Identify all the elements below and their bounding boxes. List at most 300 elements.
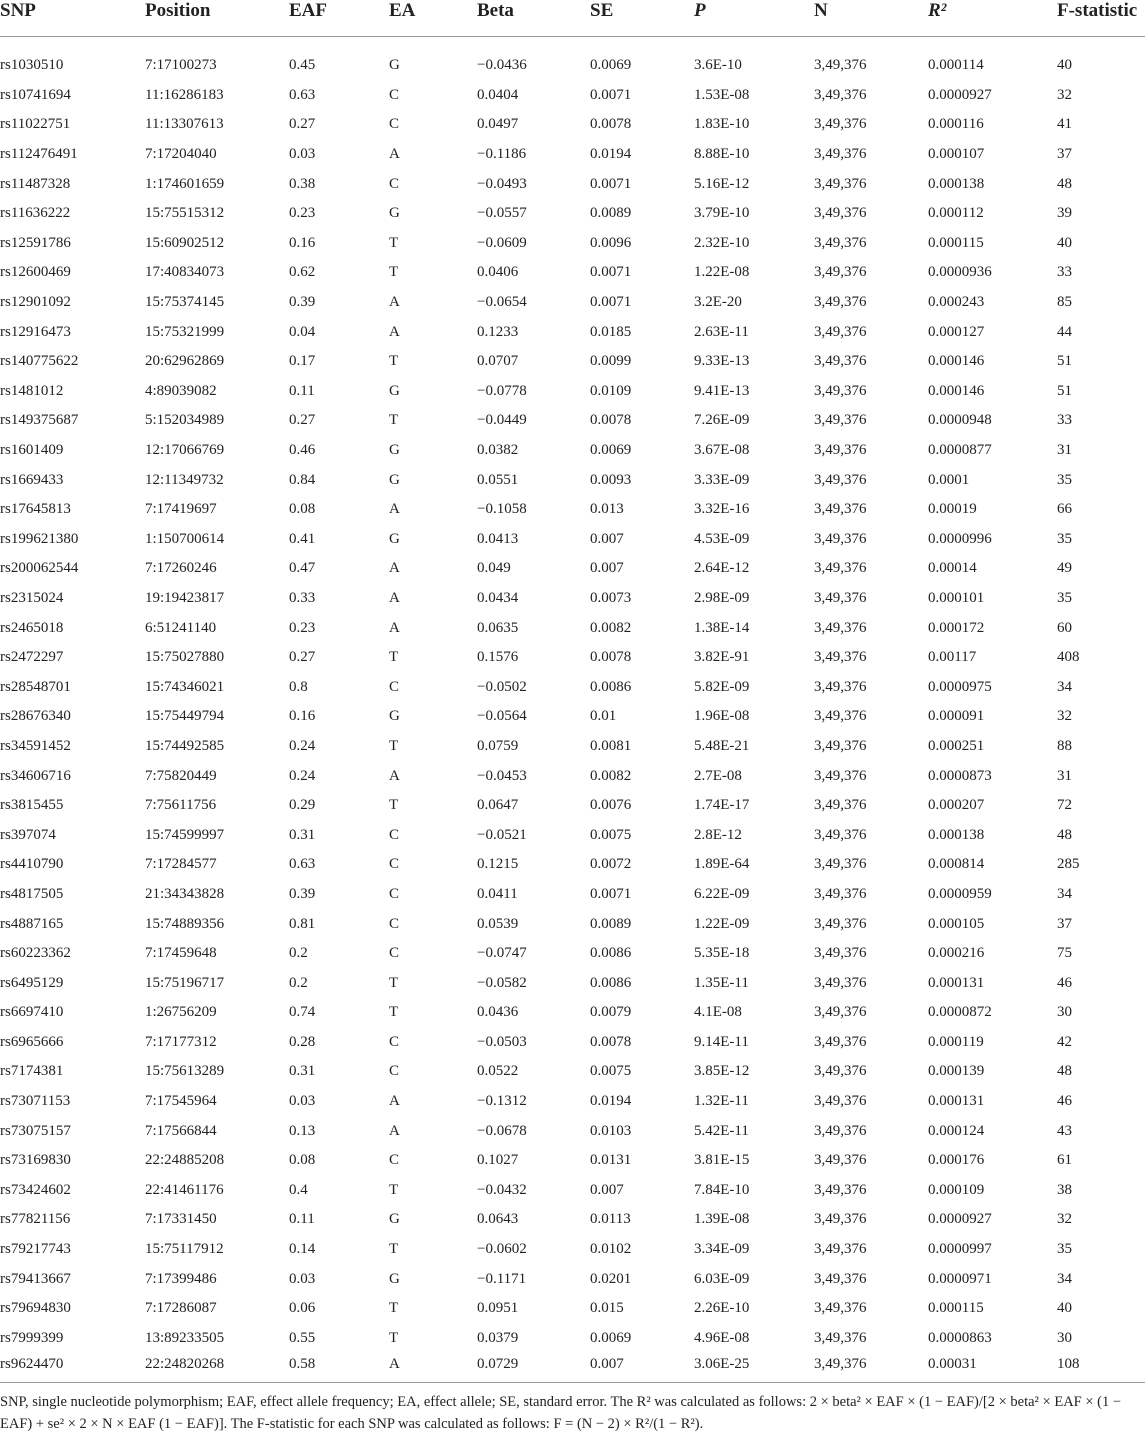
- cell-f-statistic: 48: [1057, 826, 1072, 843]
- cell-f-statistic: 51: [1057, 353, 1072, 370]
- cell-f-statistic: 285: [1057, 856, 1080, 873]
- table-row: [0, 791, 1145, 821]
- cell-beta: −0.0654: [477, 294, 527, 311]
- cell-beta: −0.0582: [477, 974, 527, 991]
- cell-snp: rs7999399: [0, 1329, 64, 1346]
- cell-n: 3,49,376: [814, 1093, 867, 1110]
- cell-snp: rs4817505: [0, 885, 64, 902]
- cell-se: 0.0194: [590, 146, 632, 163]
- cell-r-squared: 0.000243: [928, 294, 985, 311]
- cell-beta: 0.1233: [477, 323, 519, 340]
- cell-n: 3,49,376: [814, 412, 867, 429]
- cell-ea: T: [389, 412, 399, 429]
- cell-se: 0.0093: [590, 471, 632, 488]
- cell-position: 7:17331450: [145, 1211, 217, 1228]
- cell-beta: −0.0564: [477, 708, 527, 725]
- cell-se: 0.0113: [590, 1211, 631, 1228]
- cell-f-statistic: 37: [1057, 915, 1072, 932]
- column-header-ea: EA: [389, 0, 416, 21]
- cell-r-squared: 0.000127: [928, 323, 985, 340]
- table-row: [0, 317, 1145, 347]
- cell-n: 3,49,376: [814, 442, 867, 459]
- table-row: [0, 672, 1145, 702]
- cell-n: 3,49,376: [814, 885, 867, 902]
- cell-r-squared: 0.00031: [928, 1356, 977, 1373]
- cell-position: 15:75374145: [145, 294, 225, 311]
- cell-snp: rs79217743: [0, 1241, 71, 1258]
- cell-snp: rs4410790: [0, 856, 64, 873]
- cell-f-statistic: 61: [1057, 1152, 1072, 1169]
- cell-f-statistic: 34: [1057, 1270, 1072, 1287]
- cell-p: 6.03E-09: [694, 1270, 750, 1287]
- cell-f-statistic: 88: [1057, 737, 1072, 754]
- cell-position: 4:89039082: [145, 382, 217, 399]
- cell-se: 0.013: [590, 501, 624, 518]
- cell-r-squared: 0.000216: [928, 945, 985, 962]
- cell-n: 3,49,376: [814, 767, 867, 784]
- cell-beta: 0.0729: [477, 1356, 519, 1373]
- cell-snp: rs73424602: [0, 1181, 71, 1198]
- cell-p: 9.41E-13: [694, 382, 750, 399]
- cell-eaf: 0.23: [289, 619, 316, 636]
- cell-p: 3.79E-10: [694, 205, 750, 222]
- cell-r-squared: 0.000139: [928, 1063, 985, 1080]
- cell-p: 3.67E-08: [694, 442, 750, 459]
- cell-beta: −0.0449: [477, 412, 527, 429]
- cell-beta: −0.0436: [477, 57, 527, 74]
- cell-snp: rs2472297: [0, 649, 64, 666]
- cell-f-statistic: 39: [1057, 205, 1072, 222]
- cell-position: 7:17100273: [145, 57, 217, 74]
- cell-position: 15:75515312: [145, 205, 225, 222]
- cell-f-statistic: 48: [1057, 175, 1072, 192]
- cell-p: 1.96E-08: [694, 708, 750, 725]
- cell-f-statistic: 48: [1057, 1063, 1072, 1080]
- cell-p: 6.22E-09: [694, 885, 750, 902]
- cell-beta: −0.0432: [477, 1181, 527, 1198]
- cell-position: 22:24820268: [145, 1356, 225, 1373]
- cell-snp: rs34591452: [0, 737, 71, 754]
- cell-f-statistic: 40: [1057, 57, 1072, 74]
- cell-ea: T: [389, 1241, 399, 1258]
- cell-f-statistic: 30: [1057, 1004, 1072, 1021]
- cell-position: 11:16286183: [145, 86, 224, 103]
- table-row: [0, 199, 1145, 229]
- cell-f-statistic: 60: [1057, 619, 1072, 636]
- cell-position: 7:17566844: [145, 1122, 217, 1139]
- cell-snp: rs1030510: [0, 57, 64, 74]
- cell-ea: A: [389, 589, 400, 606]
- cell-n: 3,49,376: [814, 264, 867, 281]
- cell-r-squared: 0.000119: [928, 1033, 984, 1050]
- cell-se: 0.0078: [590, 116, 632, 133]
- cell-position: 15:74492585: [145, 737, 225, 754]
- cell-snp: rs397074: [0, 826, 56, 843]
- cell-snp: rs34606716: [0, 767, 71, 784]
- cell-p: 2.26E-10: [694, 1300, 750, 1317]
- cell-ea: T: [389, 649, 399, 666]
- cell-ea: C: [389, 1152, 400, 1169]
- cell-r-squared: 0.000109: [928, 1181, 985, 1198]
- table-row: [0, 1146, 1145, 1176]
- cell-f-statistic: 31: [1057, 767, 1072, 784]
- cell-position: 15:74599997: [145, 826, 225, 843]
- cell-ea: T: [389, 264, 399, 281]
- table-row: [0, 702, 1145, 732]
- cell-position: 15:75449794: [145, 708, 225, 725]
- cell-p: 3.34E-09: [694, 1241, 750, 1258]
- table-row: [0, 258, 1145, 288]
- cell-ea: T: [389, 1004, 399, 1021]
- cell-se: 0.0078: [590, 649, 632, 666]
- cell-n: 3,49,376: [814, 501, 867, 518]
- cell-se: 0.0096: [590, 234, 632, 251]
- cell-position: 1:174601659: [145, 175, 225, 192]
- cell-r-squared: 0.000116: [928, 116, 984, 133]
- cell-r-squared: 0.0000927: [928, 86, 992, 103]
- table-body: [0, 37, 1145, 1383]
- cell-position: 15:74889356: [145, 915, 225, 932]
- cell-f-statistic: 40: [1057, 234, 1072, 251]
- cell-beta: 0.0707: [477, 353, 519, 370]
- cell-se: 0.007: [590, 530, 624, 547]
- table-row: [0, 110, 1145, 140]
- cell-ea: T: [389, 353, 399, 370]
- table-row: [0, 1324, 1145, 1354]
- table-row: [0, 998, 1145, 1028]
- cell-n: 3,49,376: [814, 797, 867, 814]
- cell-r-squared: 0.0000996: [928, 530, 992, 547]
- cell-n: 3,49,376: [814, 57, 867, 74]
- cell-p: 5.35E-18: [694, 945, 750, 962]
- cell-eaf: 0.13: [289, 1122, 316, 1139]
- table-row: [0, 613, 1145, 643]
- column-header-f-statistic: F-statistic: [1057, 0, 1138, 21]
- column-header-n: N: [814, 0, 828, 21]
- cell-ea: T: [389, 1300, 399, 1317]
- cell-r-squared: 0.000115: [928, 1300, 984, 1317]
- table-row: [0, 761, 1145, 791]
- table-row: [0, 1087, 1145, 1117]
- cell-ea: C: [389, 116, 400, 133]
- cell-eaf: 0.81: [289, 915, 316, 932]
- cell-beta: −0.0557: [477, 205, 527, 222]
- cell-p: 1.32E-11: [694, 1093, 749, 1110]
- cell-beta: −0.1312: [477, 1093, 527, 1110]
- cell-r-squared: 0.000146: [928, 382, 985, 399]
- cell-se: 0.0086: [590, 678, 632, 695]
- table-row: [0, 880, 1145, 910]
- cell-beta: 0.0434: [477, 589, 519, 606]
- cell-f-statistic: 32: [1057, 1211, 1072, 1228]
- cell-se: 0.0073: [590, 589, 632, 606]
- cell-beta: −0.0602: [477, 1241, 527, 1258]
- cell-eaf: 0.63: [289, 856, 316, 873]
- cell-ea: G: [389, 205, 400, 222]
- table-row: [0, 436, 1145, 466]
- column-header-r-squared: R²: [928, 0, 947, 21]
- cell-r-squared: 0.000146: [928, 353, 985, 370]
- cell-beta: 0.049: [477, 560, 511, 577]
- cell-se: 0.0201: [590, 1270, 632, 1287]
- cell-f-statistic: 44: [1057, 323, 1072, 340]
- cell-f-statistic: 34: [1057, 885, 1072, 902]
- cell-position: 7:17204040: [145, 146, 217, 163]
- cell-position: 7:17177312: [145, 1033, 217, 1050]
- column-header-eaf: EAF: [289, 0, 327, 21]
- cell-r-squared: 0.0001: [928, 471, 970, 488]
- cell-p: 3.06E-25: [694, 1356, 750, 1373]
- cell-eaf: 0.04: [289, 323, 316, 340]
- cell-beta: 0.0951: [477, 1300, 519, 1317]
- cell-p: 5.82E-09: [694, 678, 750, 695]
- cell-beta: 0.0413: [477, 530, 519, 547]
- cell-eaf: 0.46: [289, 442, 316, 459]
- cell-p: 2.63E-11: [694, 323, 749, 340]
- cell-ea: C: [389, 86, 400, 103]
- cell-ea: T: [389, 737, 399, 754]
- cell-ea: G: [389, 1211, 400, 1228]
- cell-n: 3,49,376: [814, 1329, 867, 1346]
- cell-snp: rs9624470: [0, 1356, 64, 1373]
- cell-n: 3,49,376: [814, 737, 867, 754]
- cell-snp: rs1481012: [0, 382, 64, 399]
- cell-beta: 0.0379: [477, 1329, 519, 1346]
- cell-n: 3,49,376: [814, 323, 867, 340]
- cell-se: 0.0071: [590, 264, 632, 281]
- cell-eaf: 0.2: [289, 945, 308, 962]
- cell-f-statistic: 37: [1057, 146, 1072, 163]
- cell-se: 0.0109: [590, 382, 632, 399]
- column-header-p: P: [694, 0, 706, 21]
- cell-snp: rs12916473: [0, 323, 71, 340]
- cell-position: 12:11349732: [145, 471, 224, 488]
- cell-se: 0.0103: [590, 1122, 632, 1139]
- cell-snp: rs11487328: [0, 175, 71, 192]
- cell-n: 3,49,376: [814, 826, 867, 843]
- cell-position: 7:17284577: [145, 856, 217, 873]
- column-header-beta: Beta: [477, 0, 514, 21]
- cell-eaf: 0.27: [289, 116, 316, 133]
- cell-eaf: 0.33: [289, 589, 316, 606]
- cell-f-statistic: 42: [1057, 1033, 1072, 1050]
- cell-se: 0.0185: [590, 323, 632, 340]
- cell-position: 7:17286087: [145, 1300, 217, 1317]
- table-row: [0, 850, 1145, 880]
- cell-ea: A: [389, 1356, 400, 1373]
- cell-p: 2.7E-08: [694, 767, 742, 784]
- cell-f-statistic: 33: [1057, 264, 1072, 281]
- cell-r-squared: 0.000091: [928, 708, 985, 725]
- cell-r-squared: 0.000207: [928, 797, 985, 814]
- cell-snp: rs7174381: [0, 1063, 64, 1080]
- cell-f-statistic: 32: [1057, 86, 1072, 103]
- cell-snp: rs6965666: [0, 1033, 64, 1050]
- cell-beta: −0.0453: [477, 767, 527, 784]
- cell-f-statistic: 51: [1057, 382, 1072, 399]
- cell-se: 0.0081: [590, 737, 632, 754]
- cell-eaf: 0.63: [289, 86, 316, 103]
- cell-snp: rs11636222: [0, 205, 71, 222]
- cell-snp: rs60223362: [0, 945, 71, 962]
- cell-se: 0.007: [590, 1181, 624, 1198]
- cell-position: 7:17419697: [145, 501, 217, 518]
- cell-ea: C: [389, 678, 400, 695]
- cell-r-squared: 0.0000959: [928, 885, 992, 902]
- cell-position: 7:75611756: [145, 797, 217, 814]
- cell-se: 0.0079: [590, 1004, 632, 1021]
- cell-position: 1:26756209: [145, 1004, 217, 1021]
- cell-p: 3.33E-09: [694, 471, 750, 488]
- table-row: [0, 1205, 1145, 1235]
- cell-eaf: 0.14: [289, 1241, 316, 1258]
- cell-r-squared: 0.000101: [928, 589, 985, 606]
- cell-beta: −0.0609: [477, 234, 527, 251]
- cell-eaf: 0.23: [289, 205, 316, 222]
- cell-f-statistic: 35: [1057, 589, 1072, 606]
- cell-beta: −0.0747: [477, 945, 527, 962]
- cell-eaf: 0.39: [289, 885, 316, 902]
- cell-r-squared: 0.0000948: [928, 412, 992, 429]
- table-row: [0, 1353, 1145, 1383]
- cell-r-squared: 0.00117: [928, 649, 977, 666]
- table-row: [0, 288, 1145, 318]
- cell-ea: A: [389, 146, 400, 163]
- cell-snp: rs3815455: [0, 797, 64, 814]
- cell-p: 1.22E-08: [694, 264, 750, 281]
- cell-ea: C: [389, 856, 400, 873]
- cell-f-statistic: 43: [1057, 1122, 1072, 1139]
- cell-p: 3.6E-10: [694, 57, 742, 74]
- cell-r-squared: 0.000251: [928, 737, 985, 754]
- cell-p: 3.2E-20: [694, 294, 742, 311]
- cell-eaf: 0.38: [289, 175, 316, 192]
- cell-se: 0.0078: [590, 1033, 632, 1050]
- table-row: [0, 525, 1145, 555]
- cell-r-squared: 0.0000863: [928, 1329, 992, 1346]
- table-row: [0, 909, 1145, 939]
- cell-se: 0.0078: [590, 412, 632, 429]
- table-row: [0, 495, 1145, 525]
- cell-position: 15:75613289: [145, 1063, 225, 1080]
- cell-snp: rs73075157: [0, 1122, 71, 1139]
- cell-snp: rs11022751: [0, 116, 71, 133]
- cell-n: 3,49,376: [814, 175, 867, 192]
- cell-se: 0.0075: [590, 1063, 632, 1080]
- cell-se: 0.0071: [590, 294, 632, 311]
- table-footnote: SNP, single nucleotide polymorphism; EAF, effect allele frequency; EA, effect allele; SE, standard error. The R² was calculated as follows: 2 × beta² × EAF × (1 − EAF)/[2 × beta² × EAF × (1 − EAF) + se² × 2 × N × EAF (1 − EAF)]. The F-statistic for each SNP was calculated as follows: F = (N − 2) × R²/(1 − R²).: [0, 1394, 1122, 1433]
- cell-ea: G: [389, 530, 400, 547]
- cell-se: 0.0076: [590, 797, 632, 814]
- cell-se: 0.0086: [590, 974, 632, 991]
- cell-ea: C: [389, 175, 400, 192]
- cell-position: 12:17066769: [145, 442, 225, 459]
- cell-snp: rs2465018: [0, 619, 64, 636]
- cell-r-squared: 0.0000936: [928, 264, 992, 281]
- cell-r-squared: 0.000107: [928, 146, 985, 163]
- table-row: [0, 1028, 1145, 1058]
- cell-f-statistic: 33: [1057, 412, 1072, 429]
- cell-se: 0.0071: [590, 86, 632, 103]
- table-row: [0, 347, 1145, 377]
- cell-se: 0.0194: [590, 1093, 632, 1110]
- cell-beta: 0.0382: [477, 442, 519, 459]
- cell-r-squared: 0.0000975: [928, 678, 992, 695]
- cell-r-squared: 0.00014: [928, 560, 977, 577]
- table-row: [0, 584, 1145, 614]
- cell-p: 4.1E-08: [694, 1004, 742, 1021]
- cell-beta: 0.0647: [477, 797, 519, 814]
- cell-position: 15:74346021: [145, 678, 225, 695]
- cell-n: 3,49,376: [814, 1181, 867, 1198]
- cell-f-statistic: 46: [1057, 1093, 1072, 1110]
- cell-se: 0.01: [590, 708, 617, 725]
- cell-ea: C: [389, 826, 400, 843]
- cell-se: 0.007: [590, 560, 624, 577]
- cell-n: 3,49,376: [814, 86, 867, 103]
- cell-snp: rs79694830: [0, 1300, 71, 1317]
- cell-position: 15:75027880: [145, 649, 225, 666]
- cell-eaf: 0.08: [289, 501, 316, 518]
- cell-f-statistic: 35: [1057, 471, 1072, 488]
- cell-beta: −0.0502: [477, 678, 527, 695]
- cell-n: 3,49,376: [814, 294, 867, 311]
- cell-beta: −0.1186: [477, 146, 527, 163]
- table-row: [0, 169, 1145, 199]
- cell-p: 4.96E-08: [694, 1329, 750, 1346]
- cell-r-squared: 0.000172: [928, 619, 985, 636]
- cell-eaf: 0.62: [289, 264, 316, 281]
- cell-ea: C: [389, 885, 400, 902]
- cell-beta: 0.0436: [477, 1004, 519, 1021]
- cell-ea: C: [389, 1063, 400, 1080]
- cell-eaf: 0.58: [289, 1356, 316, 1373]
- cell-eaf: 0.41: [289, 530, 316, 547]
- cell-eaf: 0.4: [289, 1181, 308, 1198]
- cell-eaf: 0.24: [289, 737, 316, 754]
- cell-ea: A: [389, 501, 400, 518]
- cell-beta: 0.0411: [477, 885, 518, 902]
- cell-ea: C: [389, 945, 400, 962]
- cell-p: 1.83E-10: [694, 116, 750, 133]
- cell-p: 1.22E-09: [694, 915, 750, 932]
- table-row: [0, 1176, 1145, 1206]
- table-row: [0, 643, 1145, 673]
- cell-beta: 0.1215: [477, 856, 519, 873]
- cell-r-squared: 0.0000872: [928, 1004, 992, 1021]
- cell-n: 3,49,376: [814, 1211, 867, 1228]
- cell-beta: −0.0521: [477, 826, 527, 843]
- cell-r-squared: 0.000131: [928, 974, 985, 991]
- cell-ea: A: [389, 294, 400, 311]
- cell-ea: A: [389, 619, 400, 636]
- table-row: [0, 820, 1145, 850]
- cell-p: 1.53E-08: [694, 86, 750, 103]
- cell-eaf: 0.03: [289, 146, 316, 163]
- cell-eaf: 0.47: [289, 560, 316, 577]
- cell-se: 0.007: [590, 1356, 624, 1373]
- cell-eaf: 0.16: [289, 234, 316, 251]
- cell-beta: −0.0493: [477, 175, 527, 192]
- cell-p: 7.84E-10: [694, 1181, 750, 1198]
- table-row: [0, 554, 1145, 584]
- cell-beta: 0.0539: [477, 915, 519, 932]
- cell-f-statistic: 108: [1057, 1356, 1080, 1373]
- cell-p: 7.26E-09: [694, 412, 750, 429]
- cell-position: 19:19423817: [145, 589, 225, 606]
- cell-eaf: 0.8: [289, 678, 308, 695]
- table-row: [0, 1264, 1145, 1294]
